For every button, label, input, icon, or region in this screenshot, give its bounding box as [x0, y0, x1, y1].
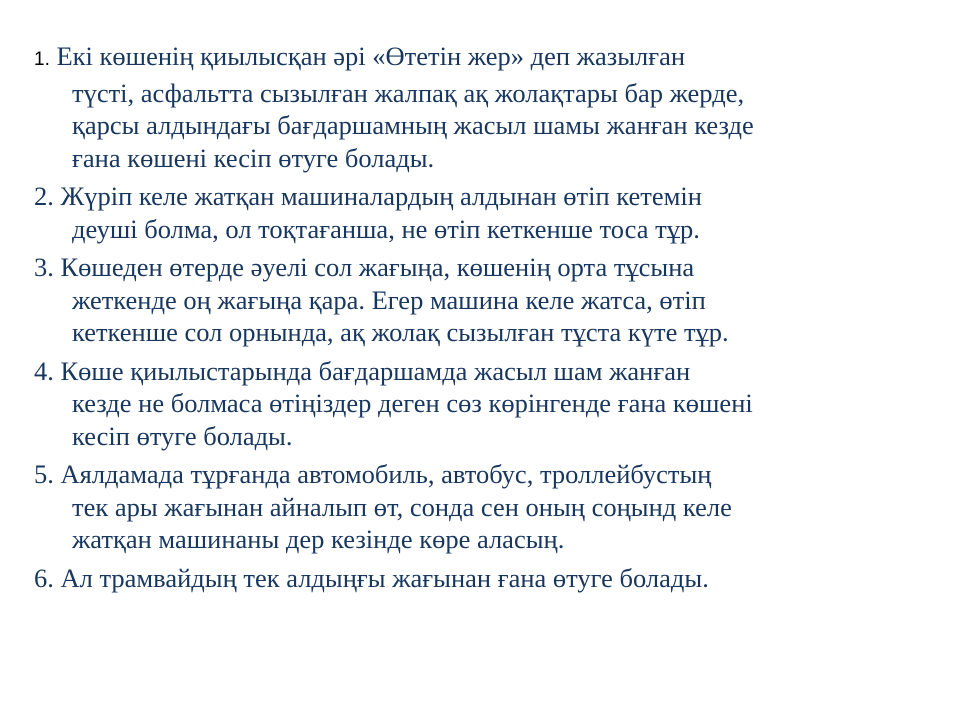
rule-text: Көшеден өтерде әуелі сол жағыңа, көшенің орта тұсына жеткенде оң жағыңа қара. Егер машина келе жатса, өтіп кеткенше сол орнында, ақ жолақ сызылған тұста күте тұр.: [60, 252, 729, 347]
rule-number: 1.: [34, 49, 50, 70]
rule-item-4: [34, 355, 939, 453]
rule-text: Көше қиылыстарында бағдаршамда жасыл шам жанған кезде не болмаса өтіңіздер деген сөз көрінгенде ғана көшені кесіп өтуге болады.: [60, 355, 753, 451]
rules-list: [34, 40, 939, 600]
rule-item-3: [34, 251, 939, 349]
rule-number: 2.: [34, 181, 54, 211]
rule-text: Аялдамада тұрғанда автомобиль, автобус, троллейбустың тек ары жағынан айналып өт, сонда сен оның соңынд келе жатқан машинаны дер кезінде көре аласың.: [60, 459, 732, 554]
rule-text: Екі көшенің қиылысқан әрі «Өтетін жер» деп жазылған түсті, асфальтта сызылған жалпақ ақ жолақтары бар жерде, қарсы алдындағы бағдаршамның жасыл шамы жанған кезде ғана көшені кесіп өтуге болады.: [56, 41, 754, 173]
rule-number: 5.: [34, 459, 54, 489]
rule-number: 3.: [34, 252, 54, 282]
rule-text: Ал трамвайдың тек алдыңғы жағынан ғана өтуге болады.: [60, 562, 709, 593]
rule-item-2: [34, 180, 939, 245]
rule-item-5: [34, 458, 939, 556]
rule-number: 4.: [34, 355, 54, 386]
rule-text: Жүріп келе жатқан машиналардың алдынан өтіп кетемін деуші болма, ол тоқтағанша, не өтіп кеткенше тоса тұр.: [60, 181, 702, 244]
rule-item-6: [34, 562, 939, 595]
rule-item-1: [34, 40, 939, 174]
rule-number: 6.: [34, 562, 54, 593]
